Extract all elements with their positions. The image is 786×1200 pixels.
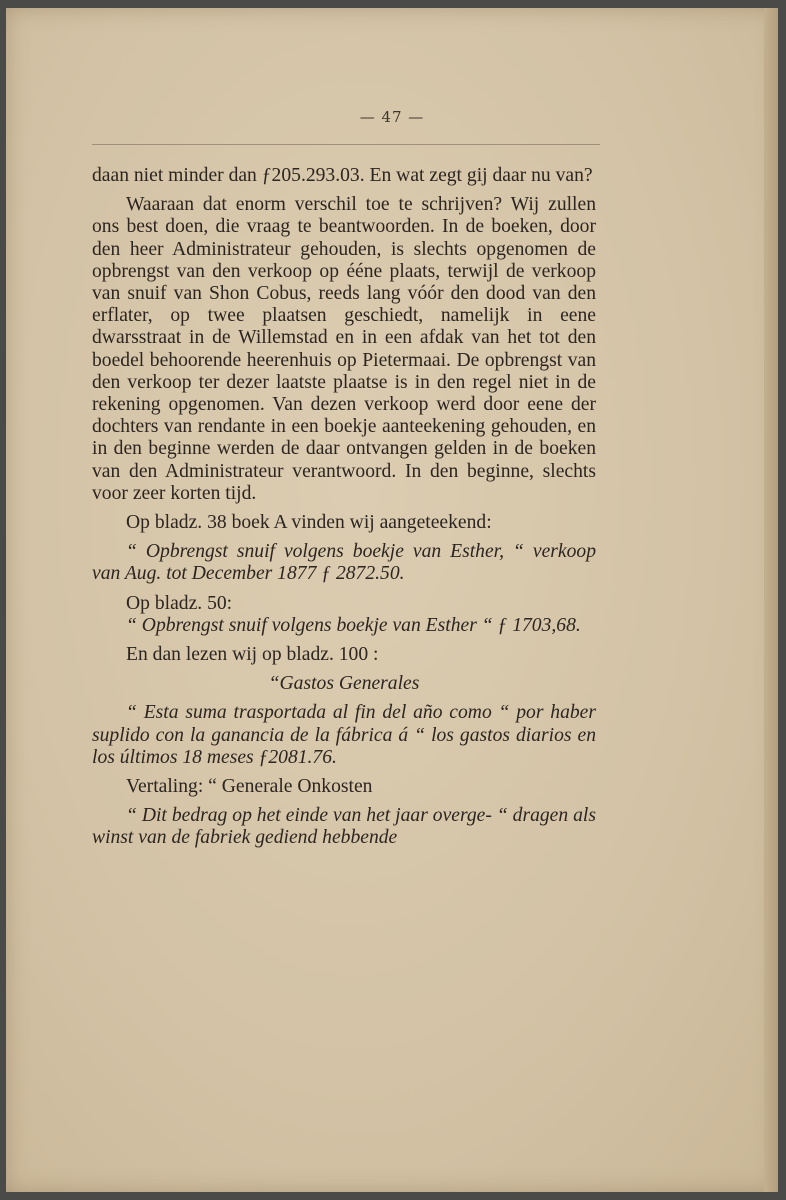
quoted-heading: “Gastos Generales [268, 673, 420, 695]
paragraph: En dan lezen wij op bladz. 100 : [126, 644, 379, 666]
paragraph: Waaraan dat enorm verschil toe te schrijven? Wij zullen ons best doen, die vraag te beantwoorden. In de boeken, door den heer Administrateur gehouden, is slechts opgenomen de opbrengst van den verkoop op éénе plaats, terwijl de verkoop van snuif van Shon Cobus, reeds lang vóór den dood van den erflater, op twee plaatsen geschiedt, namelijk in eene dwarsstraat in de Willemstad en in een afdak van het tot den boedel behoorende heerenhuis op Pietermaai. De opbrengst van den verkoop ter dezer laatste plaatse is in den regel niet in de rekening opgenomen. Van dezen verkoop werd door eene der dochters van rendante in een boekje aanteekening gehouden, en in den beginne werden de daar ontvangen gelden in de boeken van den Administrateur verantwoord. In den beginne, slechts voor zeer korten tijd. [92, 194, 596, 504]
paragraph: Vertaling: “ Generale Onkosten [126, 776, 373, 798]
paragraph: Op bladz. 50: [126, 592, 233, 614]
paragraph: Op bladz. 38 boek A vinden wij aangeteekend: [126, 512, 492, 534]
book-page [6, 8, 778, 1192]
quoted-entry: “ Dit bedrag op het einde van het jaar overge- “ dragen als winst van de fabriek gediend hebbende [92, 805, 596, 849]
page-number: — 47 — [359, 108, 425, 126]
paragraph: daan niet minder dan ƒ205.293.03. En wat zegt gij daar nu van? [92, 165, 593, 186]
quoted-entry: “ Opbrengst snuif volgens boekje van Esther, “ verkoop van Aug. tot December 1877 ƒ 2872.50. [92, 541, 596, 585]
body-text [92, 165, 596, 850]
quoted-entry: “ Opbrengst snuif volgens boekje van Esther “ ƒ 1703,68. [126, 614, 581, 636]
header-rule [92, 144, 600, 145]
quoted-entry: “ Esta suma trasportada al fin del año como “ por haber suplido con la ganancia de la fábrica á “ los gastos diarios en los últimos 18 meses ƒ2081.76. [92, 702, 596, 768]
page-edge [764, 8, 778, 1192]
